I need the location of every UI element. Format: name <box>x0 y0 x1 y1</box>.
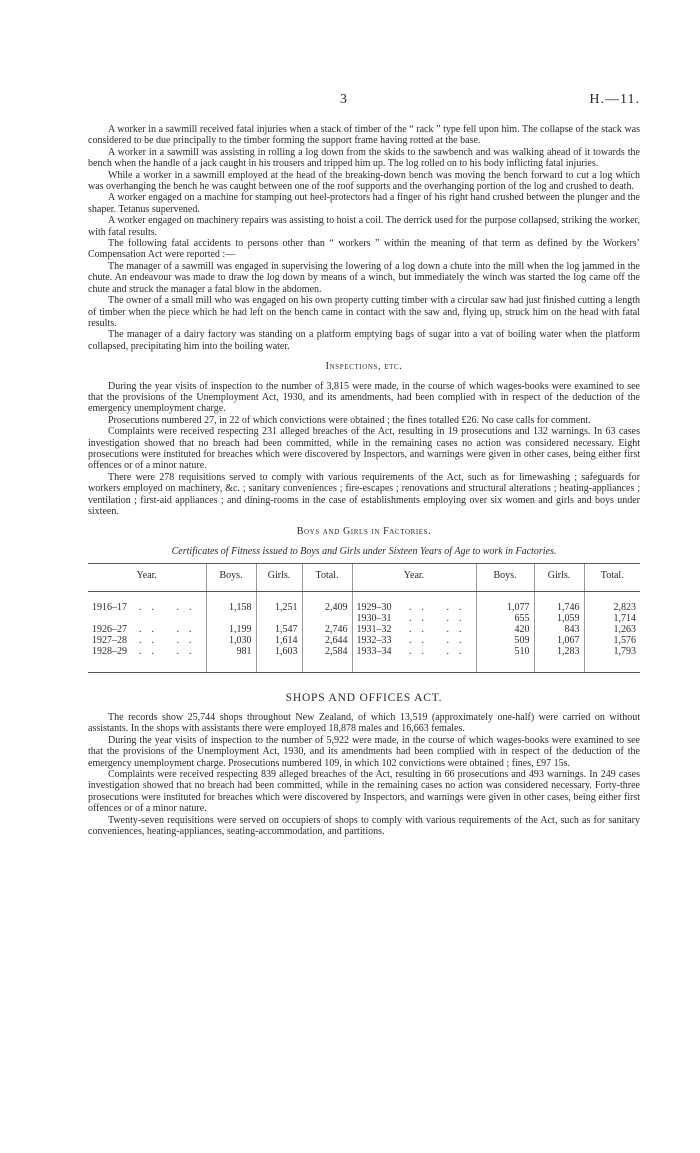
table-cell: 1,030 <box>206 635 256 646</box>
column-header: Girls. <box>534 564 584 591</box>
table-cell: 1926–27 .. .. <box>92 624 202 636</box>
column-header: Year. <box>352 564 476 591</box>
paragraph: A worker in a sawmill received fatal injuries when a stack of timber of the “ rack ” type fell upon him. The collapse of the stack was considered to be due principally to the timber forming the support frame having rotted at the base. <box>88 124 640 147</box>
paragraph: There were 278 requisitions served to comply with various requirements of the Act, such as for limewashing ; safeguards for workers employed on machinery, &c. ; sanitary conveniences ; fire-escapes ; renovations and structural alterations ; heating-appliances ; ventilation ; first-aid appliances ; and dining-rooms in the case of establishments employing over six women and girls and boys under sixteen. <box>88 471 640 517</box>
table-cell: 420 <box>476 624 534 635</box>
table-cell: 1,067 <box>534 635 584 646</box>
table-cell: 981 <box>206 646 256 672</box>
table-header-row <box>88 564 640 591</box>
table-cell: 509 <box>476 635 534 646</box>
table-cell: 1,714 <box>584 613 640 624</box>
table-cell: 510 <box>476 646 534 672</box>
paragraph: The manager of a sawmill was engaged in supervising the lowering of a log down a chute into the mill when the log jammed in the chute. An endeavour was made to draw the log down by means of a winch, but immediately the winch was started the log came off the chute and struck the manager a fatal blow in the abdomen. <box>88 260 640 295</box>
paragraph: A worker engaged on machinery repairs was assisting to hoist a coil. The derrick used for the purpose collapsed, striking the worker, with fatal results. <box>88 215 640 238</box>
boys-girls-heading: Boys and Girls in Factories. <box>296 526 432 538</box>
paragraph: Twenty-seven requisitions were served on occupiers of shops to comply with various requirements of the Act, such as for sanitary conveniences, heating-appliances, seating-accommodation, and partitions. <box>88 814 640 838</box>
table-cell: 1932–33 .. .. <box>352 635 476 646</box>
column-header: Boys. <box>206 564 256 591</box>
dot-leader: .. .. <box>139 635 202 647</box>
column-header: Boys. <box>476 564 534 591</box>
page-number: 3 <box>340 92 347 107</box>
table-cell: 1,158 <box>206 591 256 613</box>
table-cell <box>302 613 352 624</box>
dot-leader: .. .. <box>409 635 472 647</box>
dot-leader: .. .. <box>409 601 472 613</box>
column-header: Total. <box>584 564 640 591</box>
paragraph: While a worker in a sawmill employed at the head of the breaking-down bench was moving the bench forward to cut a log which was overhanging the bench he was caught between one of the roof supports and the overhanging portion of the log and crushed to death. <box>88 169 640 193</box>
paragraph: The records show 25,744 shops throughout New Zealand, of which 13,519 (approximately one-half) were carried on without assistants. In the shops with assistants there were employed 18,878 males and 16,663 females. <box>88 712 640 735</box>
column-header: Girls. <box>256 564 302 591</box>
table-cell: 1,077 <box>476 591 534 613</box>
paragraph: The owner of a small mill who was engaged on his own property cutting timber with a circular saw had just finished cutting a length of timber when the piece which he had left on the bench came in contact with the saw and, flying up, struck him on the head with fatal results. <box>88 295 640 329</box>
table-cell: 1933–34 .. .. <box>352 646 476 672</box>
shops-heading: SHOPS AND OFFICES ACT. <box>285 691 443 704</box>
column-header: Total. <box>302 564 352 591</box>
table-cell: 1,283 <box>534 646 584 672</box>
table-row <box>88 646 640 672</box>
paragraph: A worker in a sawmill was assisting in rolling a log down from the skids to the sawbench and was walking ahead of it towards the bench when the handle of a jack caught in his trousers and tripped him up. The log rolled on to his body inflicting fatal injuries. <box>88 146 640 170</box>
paragraph: During the year visits of inspection to the number of 3,815 were made, in the course of which wages-books were examined to see that the provisions of the Unemployment Act, 1930, and its amendments, had been complied with in respect of the deduction of the emergency unemployment charge. <box>88 380 640 415</box>
table-cell: 1916–17 .. .. <box>92 601 202 613</box>
column-header: Year. <box>88 564 206 591</box>
paragraph: The manager of a dairy factory was standing on a platform emptying bags of sugar into a vat of boiling water when the platform collapsed, precipitating him into the boiling water. <box>88 329 640 352</box>
table-cell: 2,644 <box>302 635 352 646</box>
dot-leader: .. .. <box>409 624 472 636</box>
table-cell: 1,059 <box>534 613 584 624</box>
document-reference: H.—11. <box>589 92 640 107</box>
table-cell <box>88 613 206 624</box>
table-cell: 1931–32 .. .. <box>352 624 476 635</box>
table-cell: 1,603 <box>256 646 302 672</box>
paragraph: During the year visits of inspection to the number of 5,922 were made, in the course of which wages-books were examined to see that the provisions of the Unemployment Act, 1930, and its amendments had been complied with in respect of the deduction of the emergency unemployment charge. Prosecutions numbered 109, in which 102 convictions were obtained ; fines, £97 15s. <box>88 734 640 769</box>
table-cell: 2,746 <box>302 624 352 635</box>
table-row <box>88 624 640 635</box>
page-body <box>88 124 640 838</box>
page-header <box>88 92 640 112</box>
table-cell: 843 <box>534 624 584 635</box>
table-cell: 1930–31 .. .. <box>352 613 476 624</box>
table-cell: 1,576 <box>584 635 640 646</box>
paragraph: A worker engaged on a machine for stamping out heel-protectors had a finger of his right hand crushed between the plunger and the shaper. Tetanus supervened. <box>88 192 640 215</box>
table-cell: 1929–30 .. .. <box>352 591 476 613</box>
table-cell: 1,251 <box>256 591 302 613</box>
table-cell: 2,409 <box>302 591 352 613</box>
table-cell: 2,584 <box>302 646 352 672</box>
table-caption: Certificates of Fitness issued to Boys and Girls under Sixteen Years of Age to work in Factories. <box>171 545 557 557</box>
table-cell: 2,823 <box>584 591 640 613</box>
table-row <box>88 591 640 613</box>
paragraph: Complaints were received respecting 231 alleged breaches of the Act, resulting in 19 prosecutions and 132 warnings. In 63 cases investigation showed that no breach had been committed, while in the remaining cases no action was considered necessary. Eight prosecutions were instituted for breaches which were discovered by Inspectors, and warnings were given in other cases, being either first offences or of a minor nature. <box>88 426 640 472</box>
dot-leader: .. .. <box>139 601 202 613</box>
dot-leader: .. .. <box>409 646 472 658</box>
paragraph: The following fatal accidents to persons other than “ workers ” within the meaning of that term as defined by the Workers’ Compensation Act were reported :— <box>88 238 640 261</box>
paragraph: Prosecutions numbered 27, in 22 of which convictions were obtained ; the fines totalled £26. No case calls for comment. <box>108 414 591 426</box>
table-cell: 1,263 <box>584 624 640 635</box>
paragraph: Complaints were received respecting 839 alleged breaches of the Act, resulting in 66 prosecutions and 493 warnings. In 249 cases investigation showed that no breach had been committed, while in the remaining cases no action was considered necessary. Forty-three prosecutions were instituted for breaches which were discovered by Inspectors, and warnings were given in other cases, being either first offences or of a minor nature. <box>88 769 640 815</box>
inspections-heading: Inspections, etc. <box>325 361 403 373</box>
table-cell: 1927–28 .. .. <box>92 635 202 647</box>
table-cell: 1,547 <box>256 624 302 635</box>
table-cell: 1,746 <box>534 591 584 613</box>
table-cell: 1,614 <box>256 635 302 646</box>
table-cell: 655 <box>476 613 534 624</box>
table-cell: 1,793 <box>584 646 640 672</box>
certificates-table <box>88 563 640 672</box>
table-row <box>88 635 640 646</box>
table-cell <box>206 613 256 624</box>
table-row <box>88 613 640 624</box>
table-cell <box>256 613 302 624</box>
table-cell: 1,199 <box>206 624 256 635</box>
dot-leader: .. .. <box>409 612 472 624</box>
table-cell: 1928–29 .. .. <box>88 646 206 672</box>
dot-leader: .. .. <box>139 646 202 658</box>
dot-leader: .. .. <box>139 624 202 636</box>
